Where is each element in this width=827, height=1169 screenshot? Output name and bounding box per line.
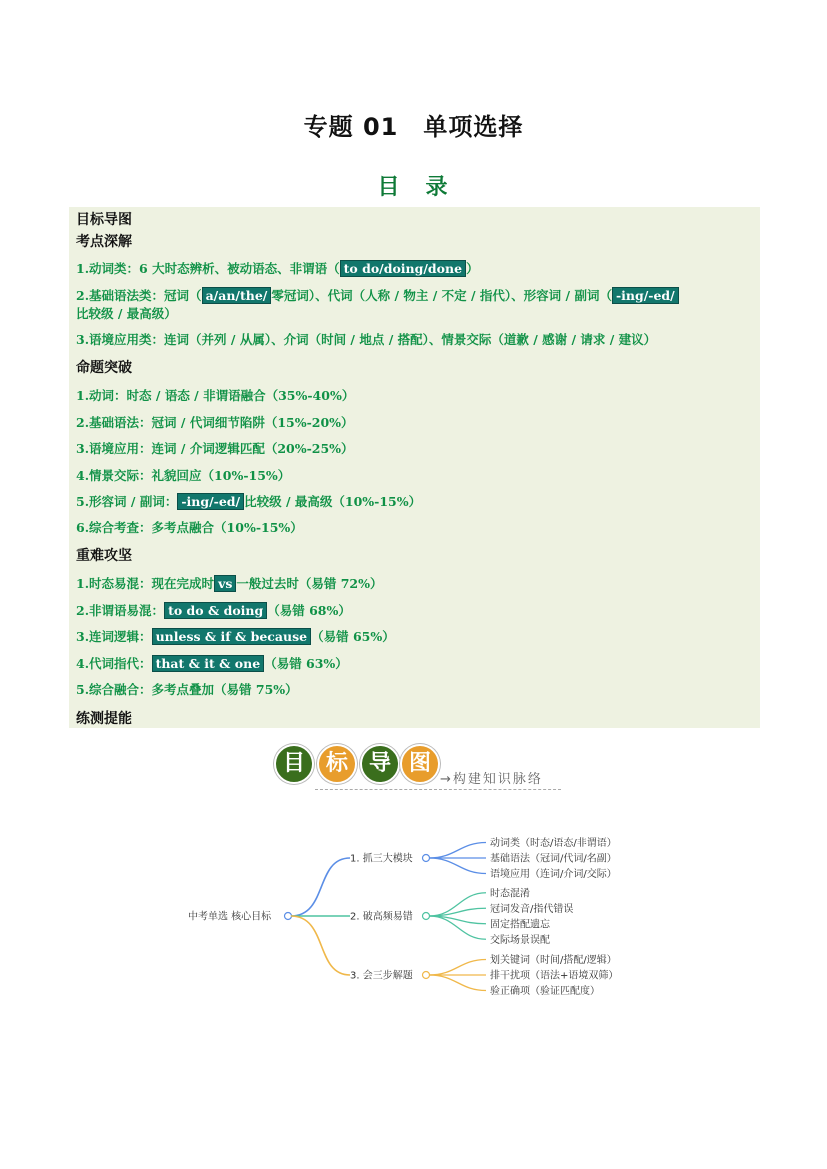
mind-map-leaf-label: 语境应用（连词/介词/交际） <box>490 869 617 880</box>
toc-item-text: 5.形容词 / 副词： <box>76 494 178 509</box>
toc-section-practice[interactable]: 练测提能 <box>76 711 132 727</box>
mind-map-branch-link <box>291 916 350 975</box>
mind-map-branch-label: 2. 破高频易错 <box>350 911 413 923</box>
highlight: -ing/-ed/ <box>177 493 244 510</box>
toc-item-text: 2.非谓语易混： <box>76 603 165 618</box>
toc-item-text: 1.时态易混：现在完成时 <box>76 576 215 591</box>
mind-map <box>170 830 650 1005</box>
toc-item-text: （易错 63%） <box>264 656 348 671</box>
banner-char-badge: 图 <box>400 744 440 784</box>
mind-map-leaf-label: 基础语法（冠词/代词/名副） <box>490 853 617 865</box>
mind-map-leaf-label: 验正确项（验证匹配度） <box>490 986 600 997</box>
banner-char-badge: 目 <box>274 744 314 784</box>
banner-divider <box>315 789 561 790</box>
toc-section-goal-map[interactable]: 目标导图 <box>76 212 132 228</box>
toc-item[interactable] <box>76 627 395 645</box>
mind-map-root: 中考单选 核心目标 <box>188 911 272 923</box>
mind-map-branch-node <box>423 972 430 979</box>
toc-item-text: ） <box>466 261 479 276</box>
toc-section-difficulties[interactable]: 重难攻坚 <box>76 548 132 564</box>
mind-map-leaf-label: 时态混淆 <box>490 888 530 900</box>
highlight: -ing/-ed/ <box>612 287 679 304</box>
mind-map-leaf-label: 固定搭配遗忘 <box>490 919 550 931</box>
toc-item[interactable] <box>76 654 348 672</box>
mind-map-leaf-link <box>429 843 486 859</box>
mind-map-leaf-label: 动词类（时态/语态/非谓语） <box>490 838 617 849</box>
toc-heading: 目 录 <box>377 175 450 200</box>
highlight: unless & if & because <box>152 628 312 645</box>
toc-item-text: （易错 65%） <box>311 629 395 644</box>
mind-map-leaf-label: 冠词发音/指代错误 <box>490 903 574 915</box>
mind-map-leaf-label: 划关键词（时间/搭配/逻辑） <box>490 955 617 966</box>
toc-item[interactable]: 2.基础语法：冠词 / 代词细节陷阱（15%-20%） <box>76 415 354 430</box>
mind-map-leaf-label: 排干扰项（语法+语境双筛） <box>490 970 619 982</box>
toc-item-text: 4.代词指代： <box>76 656 152 671</box>
toc-section-key-points[interactable]: 考点深解 <box>76 234 132 250</box>
highlight: to do & doing <box>164 602 267 619</box>
banner-char-badge: 标 <box>317 744 357 784</box>
toc-item[interactable] <box>76 259 479 277</box>
highlight: that & it & one <box>152 655 265 672</box>
mind-map-branch-node <box>423 855 430 862</box>
mind-map-leaf-link <box>429 960 486 976</box>
toc-item[interactable]: 3.语境应用类：连词（并列 / 从属）、介词（时间 / 地点 / 搭配）、情景交际（道歉 / 感谢 / 请求 / 建议） <box>76 332 657 347</box>
toc-item[interactable]: 3.语境应用：连词 / 介词逻辑匹配（20%-25%） <box>76 441 354 456</box>
toc-item[interactable]: 1.动词：时态 / 语态 / 非谓语融合（35%-40%） <box>76 388 355 403</box>
banner-char-badge: 导 <box>360 744 400 784</box>
toc-item[interactable] <box>76 286 679 304</box>
toc-item[interactable] <box>76 601 351 619</box>
toc-item[interactable]: 5.综合融合：多考点叠加（易错 75%） <box>76 682 298 697</box>
mind-map-root-node <box>285 913 292 920</box>
toc-item[interactable] <box>76 492 421 510</box>
toc-item-continued[interactable]: 比较级 / 最高级） <box>76 306 177 321</box>
toc-item[interactable]: 6.综合考查：多考点融合（10%-15%） <box>76 520 303 535</box>
mind-map-leaf-link <box>429 975 486 991</box>
toc-item-text: （易错 68%） <box>267 603 351 618</box>
toc-item-text: 一般过去时（易错 72%） <box>236 576 383 591</box>
mind-map-leaf-label: 交际场景误配 <box>490 934 550 946</box>
toc-item[interactable] <box>76 574 383 592</box>
highlight: to do/doing/done <box>340 260 466 277</box>
mind-map-branch-label: 1. 抓三大模块 <box>350 853 413 865</box>
highlight: vs <box>214 575 236 592</box>
toc-item[interactable]: 4.情景交际：礼貌回应（10%-15%） <box>76 468 291 483</box>
toc-section-breakthrough[interactable]: 命题突破 <box>76 360 132 376</box>
toc-item-text: 零冠词）、代词（人称 / 物主 / 不定 / 指代）、形容词 / 副词（ <box>271 288 612 303</box>
toc-item-text: 2.基础语法类：冠词（ <box>76 288 202 303</box>
mind-map-branch-label: 3. 会三步解题 <box>350 970 413 982</box>
mind-map-branch-node <box>423 913 430 920</box>
document-title: 专题 01 单项选择 <box>303 113 524 141</box>
banner-subtitle: →构建知识脉络 <box>440 772 543 787</box>
mind-map-leaf-link <box>429 858 486 874</box>
mind-map-branch-link <box>291 858 350 916</box>
toc-item-text: 比较级 / 最高级（10%-15%） <box>244 494 422 509</box>
highlight: a/an/the/ <box>202 287 272 304</box>
toc-item-text: 1.动词类：6 大时态辨析、被动语态、非谓语（ <box>76 261 340 276</box>
toc-item-text: 3.连词逻辑： <box>76 629 152 644</box>
